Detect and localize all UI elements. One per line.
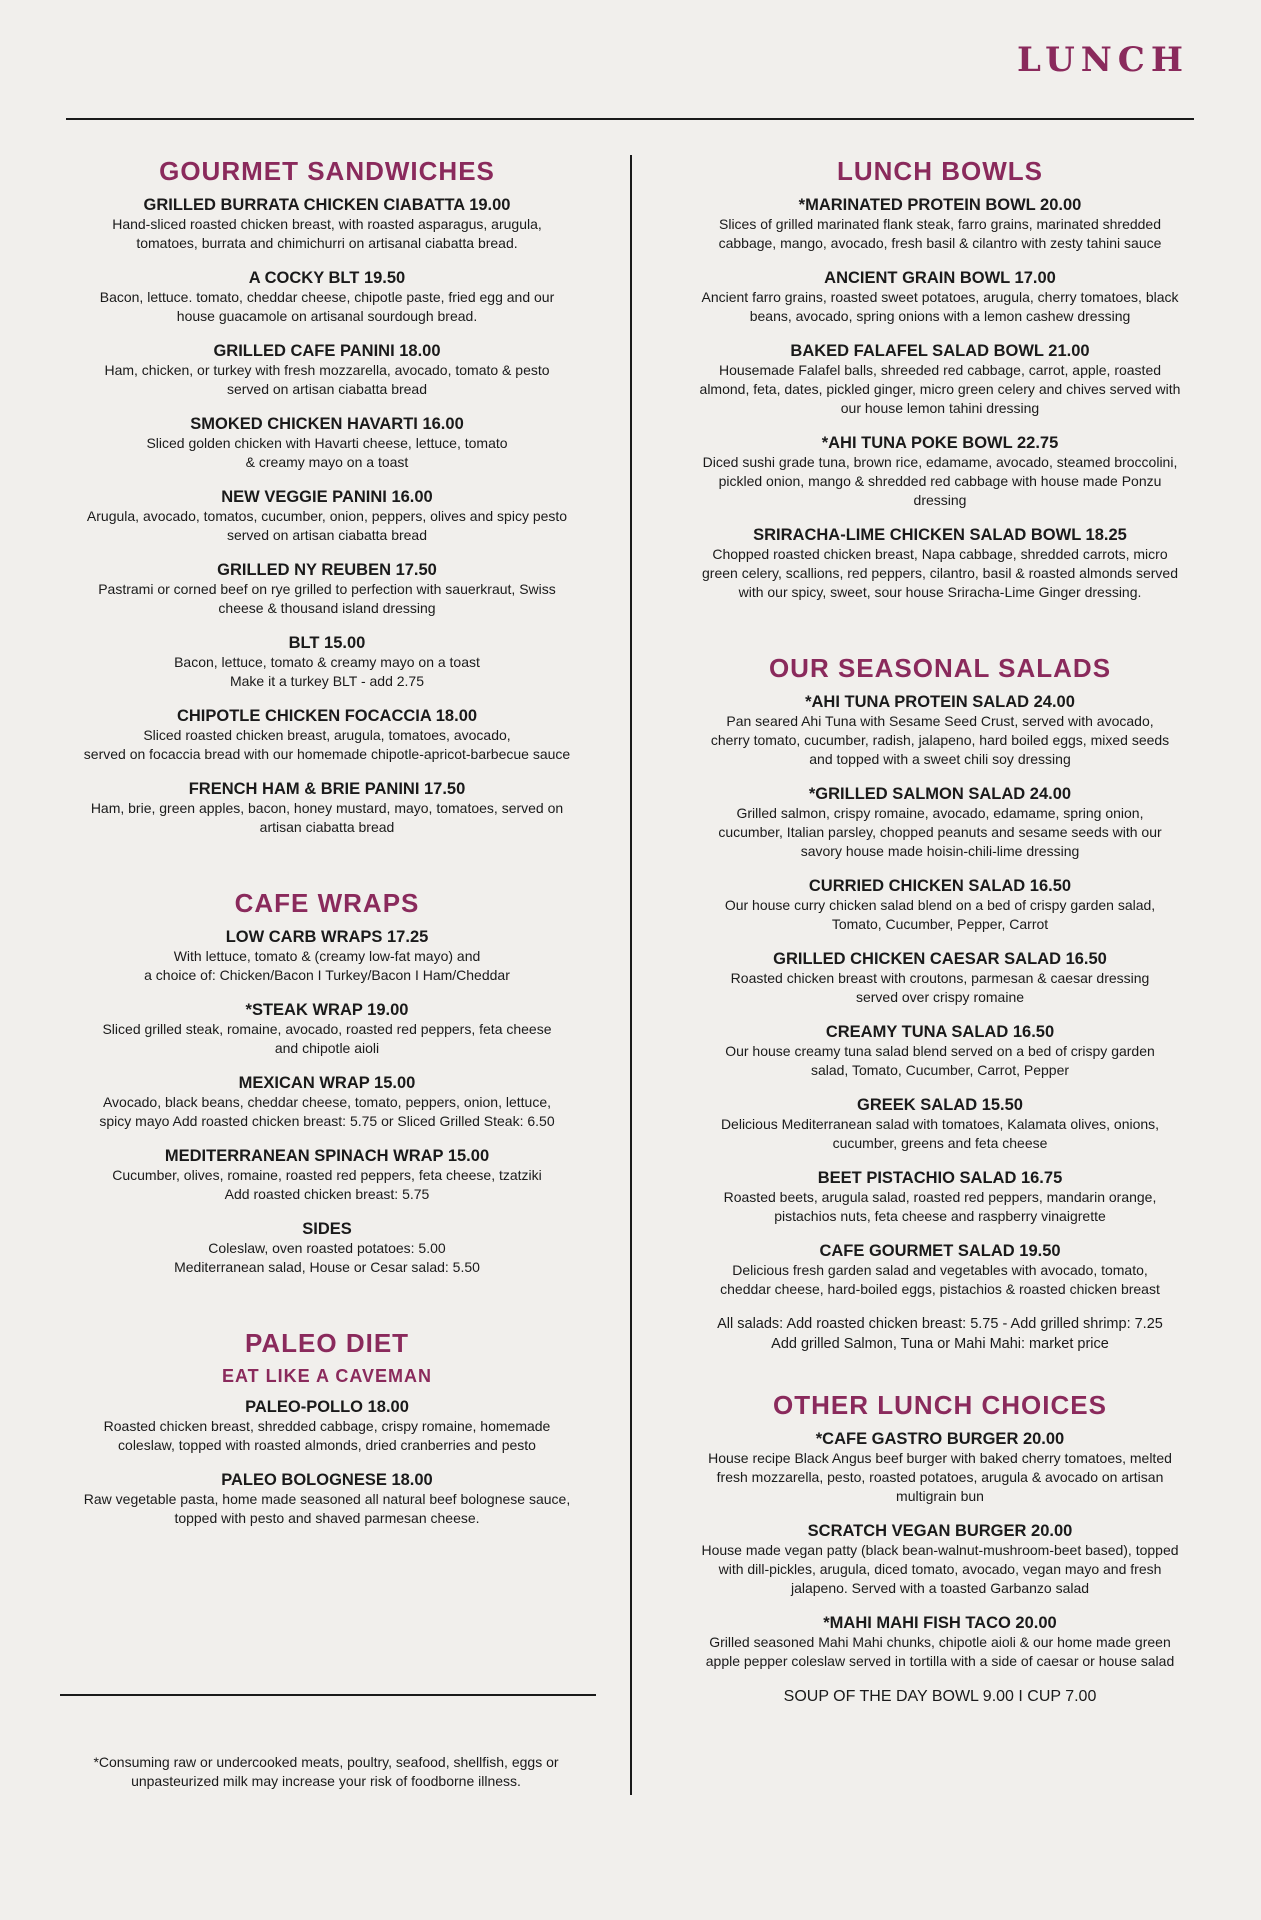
item-description: cherry tomato, cucumber, radish, jalapeno, hard boiled eggs, mixed seeds <box>710 732 1170 748</box>
column-divider <box>630 155 632 1795</box>
item-description: artisan ciabatta bread <box>259 819 395 835</box>
section-title: PALEO DIET <box>244 1328 410 1358</box>
item-description: coleslaw, topped with roasted almonds, dried cranberries and pesto <box>118 1437 536 1453</box>
item-description: spicy mayo Add roasted chicken breast: 5.75 or Sliced Grilled Steak: 6.50 <box>99 1113 555 1129</box>
item-name: BLT 15.00 <box>288 634 366 652</box>
text-line: *Consuming raw or undercooked meats, poultry, seafood, shellfish, eggs or <box>93 1754 559 1770</box>
item-description: Ham, brie, green apples, bacon, honey mustard, mayo, tomatoes, served on <box>90 800 564 816</box>
item-description: Avocado, black beans, cheddar cheese, tomato, peppers, onion, lettuce, <box>102 1094 552 1110</box>
menu-items <box>54 1397 600 1528</box>
menu-item <box>54 487 600 545</box>
item-name: *GRILLED SALMON SALAD 24.00 <box>808 785 1072 803</box>
text-line: Add grilled Salmon, Tuna or Mahi Mahi: market price <box>771 1336 1109 1352</box>
section-title: GOURMET SANDWICHES <box>159 156 495 186</box>
menu-item <box>54 633 600 691</box>
item-name: CAFE GOURMET SALAD 19.50 <box>819 1242 1061 1260</box>
section-sandwiches <box>54 155 600 837</box>
item-name: GREEK SALAD 15.50 <box>857 1096 1023 1114</box>
item-description: Ancient farro grains, roasted sweet potatoes, arugula, cherry tomatoes, black <box>701 289 1179 305</box>
item-description: Bacon, lettuce, tomato & creamy mayo on a toast <box>174 654 480 670</box>
item-description: served over crispy romaine <box>855 989 1025 1005</box>
menu-item <box>54 706 600 764</box>
salad-addons-note <box>660 1314 1220 1354</box>
item-name: PALEO BOLOGNESE 18.00 <box>221 1471 433 1489</box>
section-gap <box>54 852 600 887</box>
item-name: CREAMY TUNA SALAD 16.50 <box>825 1023 1055 1041</box>
item-description: Hand-sliced roasted chicken breast, with roasted asparagus, arugula, <box>112 216 542 232</box>
item-description: House made vegan patty (black bean-walnut-mushroom-beet based), topped <box>701 1542 1179 1558</box>
section-subtitle: EAT LIKE A CAVEMAN <box>222 1366 432 1386</box>
text-line: unpasteurized milk may increase your risk of foodborne illness. <box>131 1773 521 1789</box>
section-title: CAFE WRAPS <box>234 888 420 918</box>
item-description: topped with pesto and shaved parmesan cheese. <box>174 1510 480 1526</box>
section-title: OTHER LUNCH CHOICES <box>773 1390 1107 1420</box>
item-description: pistachios nuts, feta cheese and raspberry vinaigrette <box>774 1208 1106 1224</box>
menu-item <box>660 268 1220 326</box>
item-name: *AHI TUNA PROTEIN SALAD 24.00 <box>805 693 1075 711</box>
item-description: Tomato, Cucumber, Pepper, Carrot <box>831 916 1049 932</box>
menu-item <box>54 195 600 253</box>
item-description: Arugula, avocado, tomatos, cucumber, onion, peppers, olives and spicy pesto <box>86 508 568 524</box>
item-description: Sliced grilled steak, romaine, avocado, roasted red peppers, feta cheese <box>102 1021 552 1037</box>
item-description: Raw vegetable pasta, home made seasoned all natural beef bolognese sauce, <box>83 1491 571 1507</box>
menu-item <box>660 692 1220 769</box>
item-description: House recipe Black Angus beef burger with baked cherry tomatoes, melted <box>708 1450 1172 1466</box>
item-name: *MARINATED PROTEIN BOWL 20.00 <box>798 196 1082 214</box>
item-description: house guacamole on artisanal sourdough bread. <box>176 308 478 324</box>
item-description: salad, Tomato, Cucumber, Carrot, Pepper <box>810 1062 1070 1078</box>
menu-item <box>54 341 600 399</box>
item-name: PALEO-POLLO 18.00 <box>245 1398 409 1416</box>
item-description: Our house curry chicken salad blend on a bed of crispy garden salad, <box>724 897 1156 913</box>
item-name: SMOKED CHICKEN HAVARTI 16.00 <box>190 415 464 433</box>
item-description: Sliced golden chicken with Havarti cheese, lettuce, tomato <box>146 435 508 451</box>
item-description: Mediterranean salad, House or Cesar salad: 5.50 <box>174 1259 480 1275</box>
menu-item <box>660 1429 1220 1506</box>
item-description: and chipotle aioli <box>274 1040 380 1056</box>
item-description: tomatoes, burrata and chimichurri on artisanal ciabatta bread. <box>136 235 518 251</box>
menu-item <box>660 525 1220 602</box>
item-description: apple pepper coleslaw served in tortilla with a side of caesar or house salad <box>705 1653 1175 1669</box>
menu-item <box>54 414 600 472</box>
item-description: Pastrami or corned beef on rye grilled to perfection with sauerkraut, Swiss <box>98 581 556 597</box>
menu-item <box>660 1521 1220 1598</box>
menu-items <box>54 195 600 837</box>
menu-item <box>54 1219 600 1277</box>
menu-item <box>54 927 600 985</box>
item-description: Diced sushi grade tuna, brown rice, edamame, avocado, steamed broccolini, <box>702 454 1178 470</box>
item-description: cheddar cheese, hard-boiled eggs, pistachios & roasted chicken breast <box>720 1281 1160 1297</box>
menu-item <box>660 1168 1220 1226</box>
text-line: All salads: Add roasted chicken breast: 5.75 - Add grilled shrimp: 7.25 <box>717 1316 1163 1332</box>
item-description: green celery, scallions, red peppers, cilantro, basil & roasted almonds served <box>702 565 1178 581</box>
menu-item <box>54 1470 600 1528</box>
menu-item <box>54 779 600 837</box>
item-description: Roasted chicken breast, shredded cabbage, crispy romaine, homemade <box>103 1418 551 1434</box>
item-name: BEET PISTACHIO SALAD 16.75 <box>817 1169 1063 1187</box>
item-description: with our spicy, sweet, sour house Sriracha-Lime Ginger dressing. <box>738 584 1142 600</box>
item-description: Delicious fresh garden salad and vegetables with avocado, tomato, <box>732 1262 1148 1278</box>
menu-item <box>54 1146 600 1204</box>
item-description: Roasted beets, arugula salad, roasted red peppers, mandarin orange, <box>723 1189 1157 1205</box>
item-description: Roasted chicken breast with croutons, parmesan & caesar dressing <box>730 970 1150 986</box>
menu-items <box>660 1429 1220 1671</box>
menu-items <box>660 195 1220 602</box>
item-name: MEXICAN WRAP 15.00 <box>238 1074 416 1092</box>
menu-item <box>54 1073 600 1131</box>
item-description: Bacon, lettuce. tomato, cheddar cheese, chipotle paste, fried egg and our <box>99 289 555 305</box>
page-title: LUNCH <box>1017 40 1189 80</box>
menu-item <box>660 195 1220 253</box>
soup-of-the-day: SOUP OF THE DAY BOWL 9.00 I CUP 7.00 <box>783 1688 1097 1705</box>
menu-item <box>660 433 1220 510</box>
item-name: *STEAK WRAP 19.00 <box>245 1001 409 1019</box>
item-name: GRILLED CAFE PANINI 18.00 <box>213 342 441 360</box>
item-description: Delicious Mediterranean salad with tomatoes, Kalamata olives, onions, <box>720 1116 1160 1132</box>
section-gap <box>54 1292 600 1327</box>
item-description: Add roasted chicken breast: 5.75 <box>224 1186 430 1202</box>
item-description: Make it a turkey BLT - add 2.75 <box>229 673 425 689</box>
item-description: Housemade Falafel balls, shreeded red cabbage, carrot, apple, roasted <box>718 362 1162 378</box>
section-salads <box>660 652 1220 1354</box>
item-description: cabbage, mango, avocado, fresh basil & cilantro with zesty tahini sauce <box>718 235 1162 251</box>
item-description: Ham, chicken, or turkey with fresh mozzarella, avocado, tomato & pesto <box>104 362 550 378</box>
item-description: With lettuce, tomato & (creamy low-fat mayo) and <box>173 948 481 964</box>
item-name: GRILLED NY REUBEN 17.50 <box>217 561 437 579</box>
item-description: served on artisan ciabatta bread <box>226 527 427 543</box>
menu-item <box>54 1000 600 1058</box>
item-description: jalapeno. Served with a toasted Garbanzo salad <box>790 1580 1090 1596</box>
item-description: cheese & thousand island dressing <box>218 600 436 616</box>
section-other <box>660 1389 1220 1707</box>
item-description: almond, feta, dates, pickled ginger, micro green celery and chives served with <box>699 381 1181 397</box>
section-gap <box>660 1354 1220 1389</box>
item-name: *CAFE GASTRO BURGER 20.00 <box>815 1430 1065 1448</box>
item-description: cucumber, greens and feta cheese <box>832 1135 1048 1151</box>
section-title: OUR SEASONAL SALADS <box>768 653 1112 683</box>
section-wraps <box>54 887 600 1277</box>
item-name: GRILLED BURRATA CHICKEN CIABATTA 19.00 <box>143 196 511 214</box>
menu-item <box>660 1095 1220 1153</box>
menu-items <box>660 692 1220 1299</box>
item-description: Chopped roasted chicken breast, Napa cabbage, shredded carrots, micro <box>712 546 1168 562</box>
item-description: beans, avocado, spring onions with a lemon cashew dressing <box>749 308 1131 324</box>
menu-items <box>54 927 600 1277</box>
section-paleo <box>54 1327 600 1528</box>
item-description: Grilled seasoned Mahi Mahi chunks, chipotle aioli & our home made green <box>709 1634 1171 1650</box>
item-description: cucumber, Italian parsley, chopped peanuts and sesame seeds with our <box>718 824 1162 840</box>
item-name: CHIPOTLE CHICKEN FOCACCIA 18.00 <box>176 707 478 725</box>
item-description: Sliced roasted chicken breast, arugula, tomatoes, avocado, <box>143 727 511 743</box>
item-name: SCRATCH VEGAN BURGER 20.00 <box>807 1522 1073 1540</box>
item-description: a choice of: Chicken/Bacon I Turkey/Bacon I Ham/Cheddar <box>144 967 510 983</box>
item-description: and topped with a sweet chili soy dressing <box>809 751 1071 767</box>
disclaimer <box>52 1753 600 1791</box>
item-description: & creamy mayo on a toast <box>245 454 409 470</box>
menu-item <box>54 1397 600 1455</box>
item-description: savory house made hoisin-chili-lime dressing <box>800 843 1080 859</box>
item-description: pickled onion, mango & shredded red cabbage with house made Ponzu <box>718 473 1162 489</box>
item-description: with dill-pickles, arugula, diced tomato, avocado, vegan mayo and fresh <box>718 1561 1162 1577</box>
menu-item <box>54 268 600 326</box>
item-description: Grilled salmon, crispy romaine, avocado, edamame, spring onion, <box>736 805 1144 821</box>
item-name: SRIRACHA-LIME CHICKEN SALAD BOWL 18.25 <box>753 526 1127 544</box>
item-name: BAKED FALAFEL SALAD BOWL 21.00 <box>790 342 1090 360</box>
left-column <box>54 155 600 1543</box>
item-name: *MAHI MAHI FISH TACO 20.00 <box>823 1614 1057 1632</box>
menu-item <box>660 1022 1220 1080</box>
menu-item <box>660 1613 1220 1671</box>
item-description: served on artisan ciabatta bread <box>226 381 427 397</box>
menu-item <box>660 341 1220 418</box>
item-description: served on focaccia bread with our homemade chipotle-apricot-barbecue sauce <box>83 746 571 762</box>
footer-rule <box>60 1694 596 1696</box>
item-description: dressing <box>913 492 967 508</box>
section-title: LUNCH BOWLS <box>837 156 1043 186</box>
item-name: NEW VEGGIE PANINI 16.00 <box>221 488 433 506</box>
item-name: A COCKY BLT 19.50 <box>248 269 406 287</box>
item-name: LOW CARB WRAPS 17.25 <box>225 928 429 946</box>
item-description: multigrain bun <box>896 1488 984 1504</box>
item-name: CURRIED CHICKEN SALAD 16.50 <box>808 877 1072 895</box>
section-gap <box>660 617 1220 652</box>
section-bowls <box>660 155 1220 602</box>
menu-item <box>660 1241 1220 1299</box>
item-name: ANCIENT GRAIN BOWL 17.00 <box>824 269 1056 287</box>
menu-item <box>660 876 1220 934</box>
item-description: Pan seared Ahi Tuna with Sesame Seed Crust, served with avocado, <box>726 713 1154 729</box>
item-description: fresh mozzarella, pesto, roasted potatoes, arugula & avocado on artisan <box>716 1469 1164 1485</box>
item-description: Our house creamy tuna salad blend served on a bed of crispy garden <box>725 1043 1155 1059</box>
item-name: MEDITERRANEAN SPINACH WRAP 15.00 <box>164 1147 490 1165</box>
right-column <box>660 155 1220 1707</box>
item-name: *AHI TUNA POKE BOWL 22.75 <box>821 434 1059 452</box>
item-description: Coleslaw, oven roasted potatoes: 5.00 <box>208 1240 446 1256</box>
menu-item <box>54 560 600 618</box>
item-description: Slices of grilled marinated flank steak, farro grains, marinated shredded <box>719 216 1161 232</box>
item-name: FRENCH HAM & BRIE PANINI 17.50 <box>188 780 466 798</box>
item-description: Cucumber, olives, romaine, roasted red peppers, feta cheese, tzatziki <box>112 1167 542 1183</box>
item-description: our house lemon tahini dressing <box>840 400 1040 416</box>
menu-item <box>660 949 1220 1007</box>
item-name: SIDES <box>302 1220 352 1238</box>
item-name: GRILLED CHICKEN CAESAR SALAD 16.50 <box>773 950 1107 968</box>
menu-item <box>660 784 1220 861</box>
top-rule <box>66 118 1194 120</box>
